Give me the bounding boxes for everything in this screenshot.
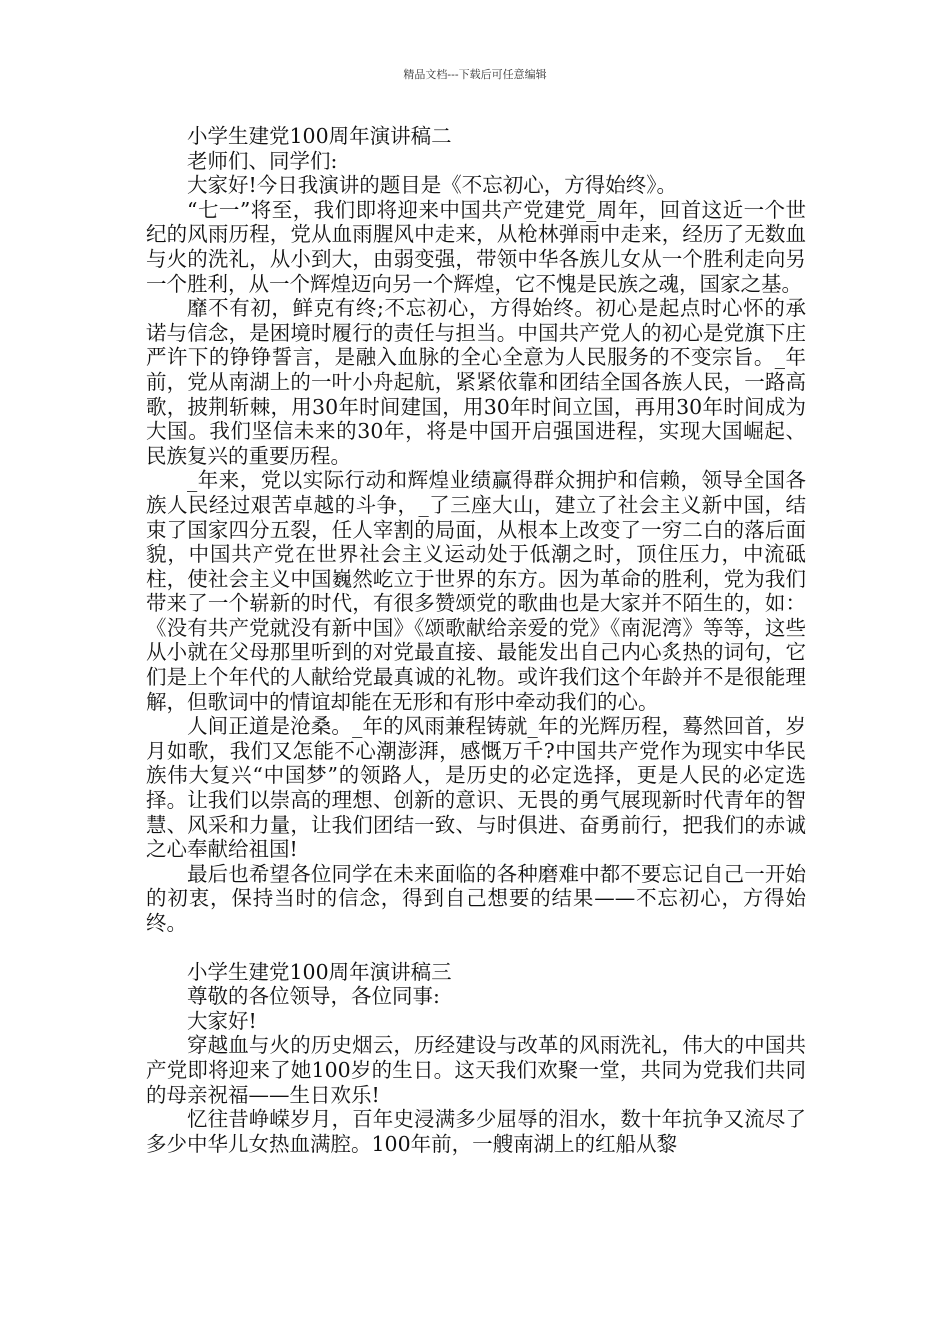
page-header-note: 精品文档---下载后可任意编辑 (403, 68, 547, 81)
speech-2-salutation: 老师们、同学们: (187, 148, 338, 173)
speech-3-paragraph-3: 忆往昔峥嵘岁月，百年史浸满多少屈辱的泪水，数十年抗争又流尽了多少中华儿女热血满腔。100年前，一艘南湖上的红船从黎 (146, 1107, 806, 1156)
speech-2-paragraph-3: 靡不有初，鲜克有终;不忘初心，方得始终。初心是起点时心怀的承诺与信念，是困境时履行的责任与担当。中国共产党人的初心是党旗下庄严许下的铮铮誓言，是融入血脉的全心全意为人民服务的不变宗旨。_年前，党从南湖上的一叶小舟起航，紧紧依靠和团结全国各族人民，一路高歌，披荆斩棘，用30年时间建国，用30年时间立国，再用30年时间成为大国。我们坚信未来的30年，将是中国开启强国进程，实现大国崛起、民族复兴的重要历程。 (146, 296, 806, 468)
speech-2-paragraph-4: _年来，党以实际行动和辉煌业绩赢得群众拥护和信赖，领导全国各族人民经过艰苦卓越的斗争，_了三座大山，建立了社会主义新中国，结束了国家四分五裂，任人宰割的局面，从根本上改变了一穷二白的落后面貌，中国共产党在世界社会主义运动处于低潮之时，顶住压力，中流砥柱，使社会主义中国巍然屹立于世界的东方。因为革命的胜利，党为我们带来了一个崭新的时代，有很多赞颂党的歌曲也是大家并不陌生的，如：《没有共产党就没有新中国》《颂歌献给亲爱的党》《南泥湾》等等，这些从小就在父母那里听到的对党最直接、最能发出自己内心炙热的词句，它们是上个年代的人献给党最真诚的礼物。或许我们这个年龄并不是很能理解，但歌词中的情谊却能在无形和有形中牵动我们的心。 (146, 468, 806, 714)
speech-2-paragraph-5: 人间正道是沧桑。_年的风雨兼程铸就_年的光辉历程，蓦然回首，岁月如歌，我们又怎能不心潮澎湃，感慨万千?中国共产党作为现实中华民族伟大复兴“中国梦”的领路人，是历史的必定选择，更是人民的必定选择。让我们以崇高的理想、创新的意识、无畏的勇气展现新时代青年的智慧、风采和力量，让我们团结一致、与时俱进、奋勇前行，把我们的赤诚之心奉献给祖国! (146, 714, 806, 862)
speech-3-paragraph-1: 大家好! (187, 1008, 257, 1033)
speech-3-title: 小学生建党100周年演讲稿三 (187, 959, 452, 984)
speech-3-salutation: 尊敬的各位领导，各位同事: (187, 984, 440, 1009)
speech-2-paragraph-6: 最后也希望各位同学在未来面临的各种磨难中都不要忘记自己一开始的初衷，保持当时的信念，得到自己想要的结果——不忘初心，方得始终。 (146, 861, 806, 935)
speech-3-paragraph-2: 穿越血与火的历史烟云，历经建设与改革的风雨洗礼，伟大的中国共产党即将迎来了她100岁的生日。这天我们欢聚一堂，共同为党我们共同的母亲祝福——生日欢乐! (146, 1033, 806, 1107)
section-spacer (146, 936, 806, 960)
speech-2-title: 小学生建党100周年演讲稿二 (187, 124, 452, 148)
document-body (146, 124, 806, 1156)
speech-2-paragraph-1: 大家好!今日我演讲的题目是《不忘初心，方得始终》。 (187, 173, 677, 198)
speech-2-paragraph-2: “七一”将至，我们即将迎来中国共产党建党_周年，回首这近一个世纪的风雨历程，党从血雨腥风中走来，从枪林弹雨中走来，经历了无数血与火的洗礼，从小到大，由弱变强，带领中华各族儿女从一个胜利走向另一个胜利，从一个辉煌迈向另一个辉煌，它不愧是民族之魂，国家之基。 (146, 197, 806, 296)
